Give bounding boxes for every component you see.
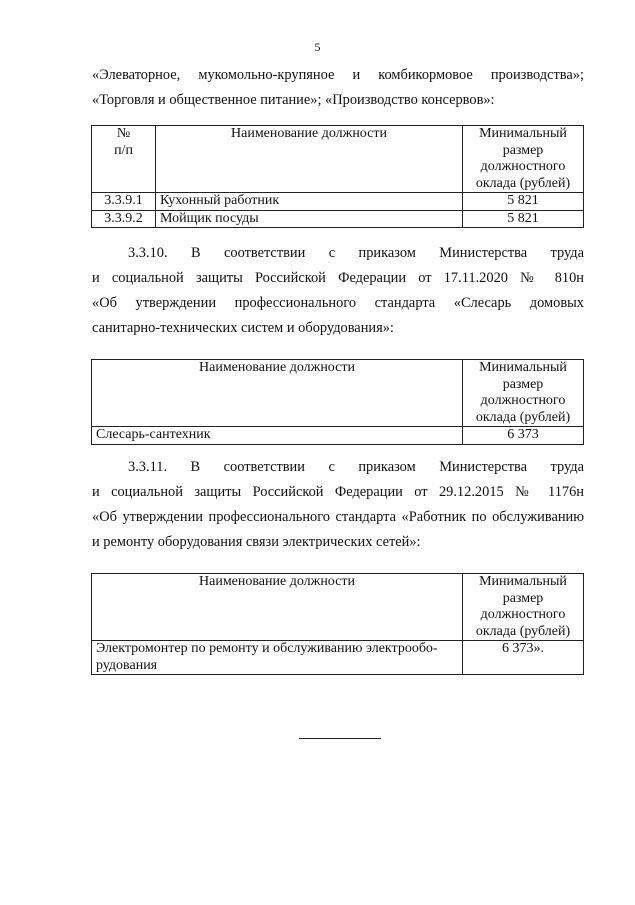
salary-value: 5 821 [463, 193, 584, 211]
position-name: Мойщик посуды [156, 210, 463, 228]
salary-header [463, 360, 584, 427]
table-row [92, 641, 584, 675]
salary-header-line-2: размер [502, 142, 544, 158]
para3-line-3: «Об утверждении профессионального стандарта «Работник по обслуживанию [92, 509, 584, 525]
positions-table-3 [91, 573, 584, 675]
num-header-line-1: № [116, 126, 131, 141]
name-header: Наименование должности [92, 360, 463, 427]
para3-line-2: и социальной защиты Российской Федерации от 29.12.2015 № 1176н [92, 484, 584, 500]
salary-header-line-3: должностного [480, 607, 566, 622]
name-header: Наименование должности [156, 126, 463, 193]
row-number: 3.3.9.1 [92, 193, 156, 211]
salary-header-line-1: Минимальный [479, 126, 567, 141]
salary-header-line-4: оклада (рублей) [475, 175, 571, 191]
para2-line-4: санитарно-технических систем и оборудования»: [92, 320, 394, 336]
separator-line [299, 738, 381, 739]
page-number: 5 [314, 40, 321, 54]
positions-table-2 [91, 359, 584, 445]
salary-header [463, 574, 584, 641]
para2-line-3: «Об утверждении профессионального стандарта «Слесарь домовых [92, 295, 584, 311]
salary-value: 5 821 [463, 210, 584, 228]
salary-value: 6 373 [463, 427, 584, 445]
salary-header-line-4: оклада (рублей) [475, 409, 571, 425]
num-header-line-2: п/п [114, 142, 133, 158]
salary-header-line-3: должностного [480, 159, 566, 174]
para3-line-4: и ремонту оборудования связи электрических сетей»: [92, 534, 421, 550]
num-header [92, 126, 156, 193]
table-header-row [92, 574, 584, 641]
position-name-line-1: Электромонтер по ремонту и обслуживанию электрообо- [96, 641, 438, 656]
table-row [92, 427, 584, 445]
para2-line-1: 3.3.10. В соответствии с приказом Министерства труда [128, 245, 584, 261]
intro-paragraph [92, 63, 584, 113]
salary-header-line-2: размер [502, 376, 544, 392]
table-row [92, 193, 584, 211]
para3-line-1: 3.3.11. В соответствии с приказом Министерства труда [128, 459, 584, 475]
salary-header-line-2: размер [502, 590, 544, 606]
row-number: 3.3.9.2 [92, 210, 156, 228]
intro-line-2: «Торговля и общественное питание»; «Производство консервов»: [92, 92, 495, 108]
positions-table-1 [91, 125, 584, 228]
table-header-row [92, 126, 584, 193]
salary-header-line-1: Минимальный [479, 574, 567, 589]
table-header-row [92, 360, 584, 427]
name-header: Наименование должности [92, 574, 463, 641]
position-name [92, 641, 463, 675]
salary-value: 6 373». [463, 641, 584, 675]
salary-header-line-3: должностного [480, 393, 566, 408]
position-name: Кухонный работник [156, 193, 463, 211]
salary-header-line-4: оклада (рублей) [475, 623, 571, 639]
para2-line-2: и социальной защиты Российской Федерации от 17.11.2020 № 810н [92, 270, 584, 286]
paragraph-3-3-11 [92, 455, 584, 555]
table-row [92, 210, 584, 228]
position-name-line-2: рудования [96, 657, 158, 673]
salary-header-line-1: Минимальный [479, 360, 567, 375]
salary-header [463, 126, 584, 193]
position-name: Слесарь-сантехник [92, 427, 463, 445]
intro-line-1: «Элеваторное, мукомольно-крупяное и комбикормовое производства»; [92, 67, 584, 83]
paragraph-3-3-10 [92, 241, 584, 341]
